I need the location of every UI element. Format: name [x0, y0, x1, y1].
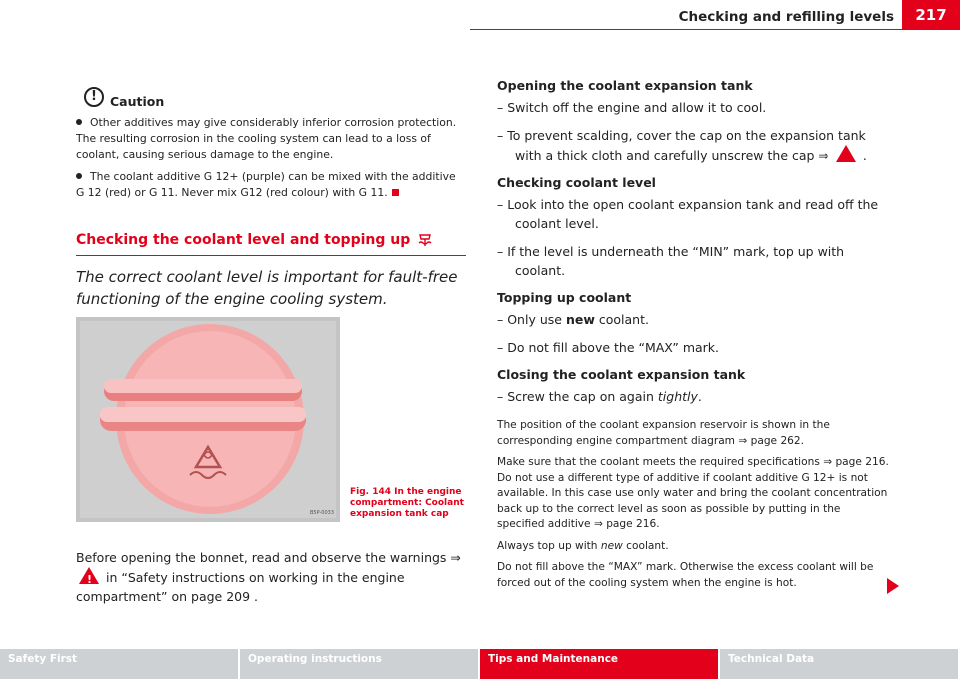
bullet-icon: [76, 119, 82, 125]
tab-technical-data[interactable]: Technical Data: [720, 649, 960, 679]
step-text: – To prevent scalding, cover the cap on the expansion tank with a thick cloth and carefully unscrew the cap ⇒: [497, 128, 866, 163]
step-item: – Do not fill above the “MAX” mark.: [497, 340, 720, 355]
closing-block: [497, 367, 889, 406]
closing-title: Closing the coolant expansion tank: [497, 367, 746, 382]
warning-triangle-icon[interactable]: [836, 145, 856, 162]
note-paragraph: Make sure that the coolant meets the required specifications ⇒ page 216. Do not use a different type of additive if coolant additive G 12+ is not available. In this case use only water and bring the coolant concentration back up to the correct level as soon as possible by putting in the specified additive ⇒ page 216.: [497, 456, 889, 530]
note-text: Always top up with: [497, 539, 601, 552]
page-header: [0, 0, 960, 30]
checking-title: Checking coolant level: [497, 175, 656, 190]
caution-heading: [84, 84, 466, 109]
end-of-section-icon: [392, 189, 399, 196]
warning-triangle-icon[interactable]: [79, 567, 99, 584]
step-item: [497, 310, 889, 329]
caution-bullet: [76, 169, 466, 201]
caution-exclamation-icon: !: [84, 87, 104, 107]
step-text: – Screw the cap on again: [497, 389, 658, 404]
step-emphasis: tightly: [657, 389, 698, 404]
note-paragraph: Do not fill above the “MAX” mark. Otherwise the excess coolant will be forced out of the cooling system when the engine is hot.: [497, 561, 874, 589]
topping-block: [497, 290, 889, 357]
caution-bullet: [76, 115, 466, 163]
step-text: coolant.: [594, 312, 649, 327]
warning-text-after: in “Safety instructions on working in the engine compartment” on page 209 .: [76, 570, 405, 604]
step-text: .: [697, 389, 702, 404]
tab-operating-instructions[interactable]: Operating instructions: [240, 649, 480, 679]
section-rule: [76, 255, 466, 256]
next-page-arrow-icon[interactable]: [887, 578, 899, 594]
coolant-cap-figure: [76, 317, 340, 522]
caution-bullet-text: Other additives may give considerably inferior corrosion protection. The resulting corrosion in the cooling system can lead to a loss of coolant, causing serious damage to the engine.: [76, 116, 457, 161]
figure-caption: Fig. 144 In the engine compartment: Coolant expansion tank cap: [350, 487, 464, 519]
bullet-icon: [76, 173, 82, 179]
topping-title: Topping up coolant: [497, 290, 632, 305]
step-item: [497, 387, 889, 406]
step-item: – To prevent scalding, cover the cap on the expansion tank with a thick cloth and carefully unscrew the cap ⇒ ! .: [497, 126, 889, 165]
header-rule: [470, 29, 902, 30]
caution-bullet-text: The coolant additive G 12+ (purple) can be mixed with the additive G 12 (red) or G 11. Never mix G12 (red colour) with G 11.: [76, 170, 456, 199]
tab-tips-and-maintenance[interactable]: Tips and Maintenance: [480, 649, 720, 679]
left-column: [76, 84, 466, 310]
note-paragraph: The position of the coolant expansion reservoir is shown in the corresponding engine compartment diagram ⇒ page 262.: [497, 419, 830, 447]
step-text: – Only use: [497, 312, 566, 327]
tab-safety-first[interactable]: Safety First: [0, 649, 240, 679]
note-paragraph: [497, 539, 889, 555]
checking-block: [497, 175, 889, 280]
coolant-symbol-icon: [416, 231, 434, 249]
opening-block: [497, 78, 889, 165]
section-title: Checking the coolant level and topping up: [76, 232, 411, 248]
page-number: 217: [902, 0, 960, 30]
warning-text-before: Before opening the bonnet, read and observe the warnings ⇒: [76, 550, 461, 565]
section-heading: [76, 231, 466, 249]
right-column: [497, 78, 889, 597]
opening-title: Opening the coolant expansion tank: [497, 78, 753, 93]
chapter-title: Checking and refilling levels: [678, 9, 894, 25]
step-item: – Look into the open coolant expansion tank and read off the coolant level.: [497, 197, 879, 231]
note-text: coolant.: [622, 539, 669, 552]
step-emphasis: new: [565, 312, 595, 327]
step-item: – If the level is underneath the “MIN” mark, top up with coolant.: [497, 244, 845, 278]
figure-code: B5P-0033: [309, 510, 334, 516]
section-lead: The correct coolant level is important for fault-free functioning of the engine cooling system.: [76, 268, 458, 308]
note-emphasis: new: [600, 539, 623, 552]
expansion-tank-cap-image: [76, 317, 340, 522]
footer-tabs: [0, 649, 960, 679]
step-item: – Switch off the engine and allow it to cool.: [497, 100, 767, 115]
warning-paragraph: [76, 548, 471, 606]
caution-title: Caution: [110, 94, 165, 109]
